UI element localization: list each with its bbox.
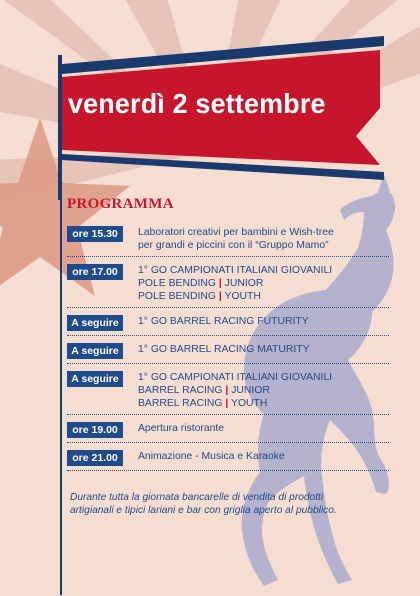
separator: | (218, 278, 222, 289)
category: JUNIOR (224, 278, 264, 289)
footer-line: Durante tutta la giornata bancarelle di vendita di prodotti (70, 492, 324, 503)
footer-note (70, 491, 390, 517)
footer-line: artigianali e tipici lariani e bar con griglia aperto al pubblico. (70, 505, 337, 516)
time-badge: ore 15.30 (67, 226, 123, 242)
event-description (138, 226, 334, 252)
event-line: 1° GO CAMPIONATI ITALIANI GIOVANILI (138, 265, 333, 276)
program-heading: PROGRAMMA (67, 196, 174, 212)
discipline: POLE BENDING (138, 278, 216, 289)
time-badge: A seguire (67, 343, 123, 359)
event-description (138, 343, 310, 356)
category: YOUTH (231, 398, 268, 409)
schedule-row (67, 343, 389, 364)
discipline: BARREL RACING (138, 398, 223, 409)
event-line: 1° GO BARREL RACING MATURITY (138, 344, 310, 355)
event-line: per grandi e piccini con il “Gruppo Mamo” (138, 240, 329, 251)
vertical-divider (60, 190, 62, 595)
time-badge: ore 17.00 (67, 264, 123, 280)
schedule-row (67, 450, 389, 471)
event-description (138, 450, 285, 463)
discipline: POLE BENDING (138, 291, 216, 302)
event-line: Laboratori creativi per bambini e Wish-tree (138, 227, 334, 238)
category: JUNIOR (231, 385, 270, 396)
event-description (138, 315, 309, 328)
time-badge: ore 19.00 (67, 422, 123, 438)
event-description (138, 371, 332, 410)
event-description (138, 264, 332, 303)
event-line: 1° GO BARREL RACING FUTURITY (138, 316, 309, 327)
schedule-row (67, 422, 389, 443)
schedule-row (67, 371, 389, 415)
schedule-row (67, 264, 389, 308)
event-date-title: venerdì 2 settembre (68, 88, 326, 119)
schedule-row (67, 226, 389, 257)
event-subline (138, 397, 332, 410)
event-line: 1° GO CAMPIONATI ITALIANI GIOVANILI (138, 372, 333, 383)
separator: | (225, 385, 229, 396)
event-line: Apertura ristorante (138, 423, 225, 434)
time-badge: A seguire (67, 315, 123, 331)
event-subline (138, 384, 332, 397)
separator: | (218, 291, 222, 302)
discipline: BARREL RACING (138, 385, 223, 396)
event-subline (138, 290, 332, 303)
event-line: Animazione - Musica e Karaoke (138, 451, 285, 462)
separator: | (225, 398, 229, 409)
schedule-list (67, 226, 389, 478)
time-badge: A seguire (67, 371, 123, 387)
schedule-row (67, 315, 389, 336)
event-description (138, 422, 224, 435)
time-badge: ore 21.00 (67, 450, 123, 466)
category: YOUTH (224, 291, 261, 302)
event-subline (138, 277, 332, 290)
